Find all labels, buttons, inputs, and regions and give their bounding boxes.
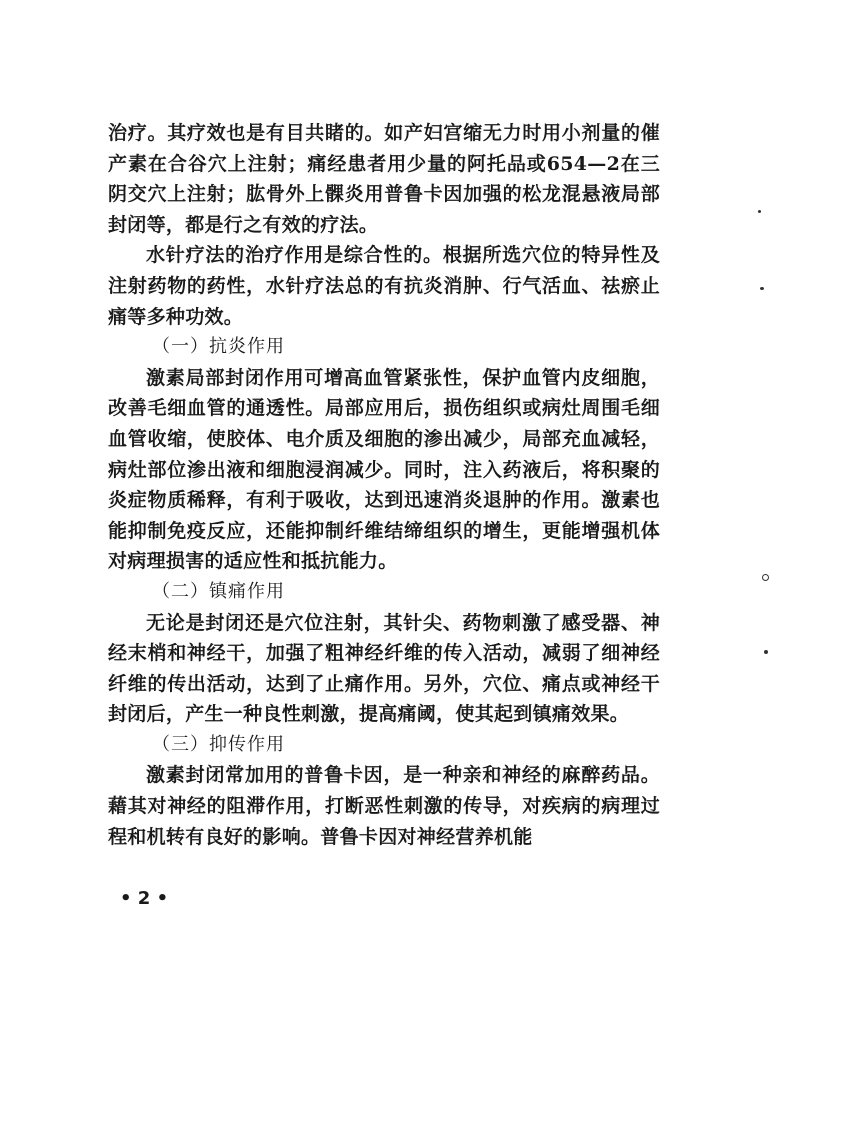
paragraph-2: 水针疗法的治疗作用是综合性的。根据所选穴位的特异性及注射药物的药性，水针疗法总的有抗炎消肿、行气活血、祛瘀止痛等多种功效。 [108, 244, 660, 328]
paragraph-1: 治疗。其疗效也是有目共睹的。如产妇宫缩无力时用小剂量的催产素在合谷穴上注射；痛经患者用少量的阿托品或654—2在三阴交穴上注射；肱骨外上髁炎用普鲁卡因加强的松龙混悬液局部封闭等，都是行之有效的疗法。 [108, 122, 660, 236]
scan-speck [758, 210, 761, 213]
paragraph-5: 激素封闭常加用的普鲁卡因，是一种亲和神经的麻醉药品。藉其对神经的阻滞作用，打断恶性刺激的传导，对疾病的病理过程和机转有良好的影响。普鲁卡因对神经营养机能 [108, 764, 660, 848]
body-text [108, 118, 660, 852]
section-heading-2: （二）镇痛作用 [152, 580, 285, 602]
paragraph-4: 无论是封闭还是穴位注射，其针尖、药物刺激了感受器、神经末梢和神经干，加强了粗神经纤维的传入活动，减弱了细神经纤维的传出活动，达到了止痛作用。另外，穴位、痛点或神经干封闭后，产生一种良性刺激，提高痛阈，使其起到镇痛效果。 [108, 611, 660, 726]
section-heading-1: （一）抗炎作用 [152, 336, 285, 358]
page-number: • 2 • [120, 888, 169, 909]
scan-speck [760, 287, 764, 290]
scan-speck [764, 650, 768, 654]
section-heading-3: （三）抑传作用 [152, 733, 285, 755]
paragraph-3: 激素局部封闭作用可增高血管紧张性，保护血管内皮细胞，改善毛细血管的通透性。局部应用后，损伤组织或病灶周围毛细血管收缩，使胶体、电介质及细胞的渗出减少，局部充血减轻，病灶部位渗出液和细胞浸润减少。同时，注入药液后，将积聚的炎症物质稀释，有利于吸收，达到迅速消炎退肿的作用。激素也能抑制免疫反应，还能抑制纤维结缔组织的增生，更能增强机体对病理损害的适应性和抵抗能力。 [108, 366, 660, 573]
scan-speck [762, 574, 769, 581]
